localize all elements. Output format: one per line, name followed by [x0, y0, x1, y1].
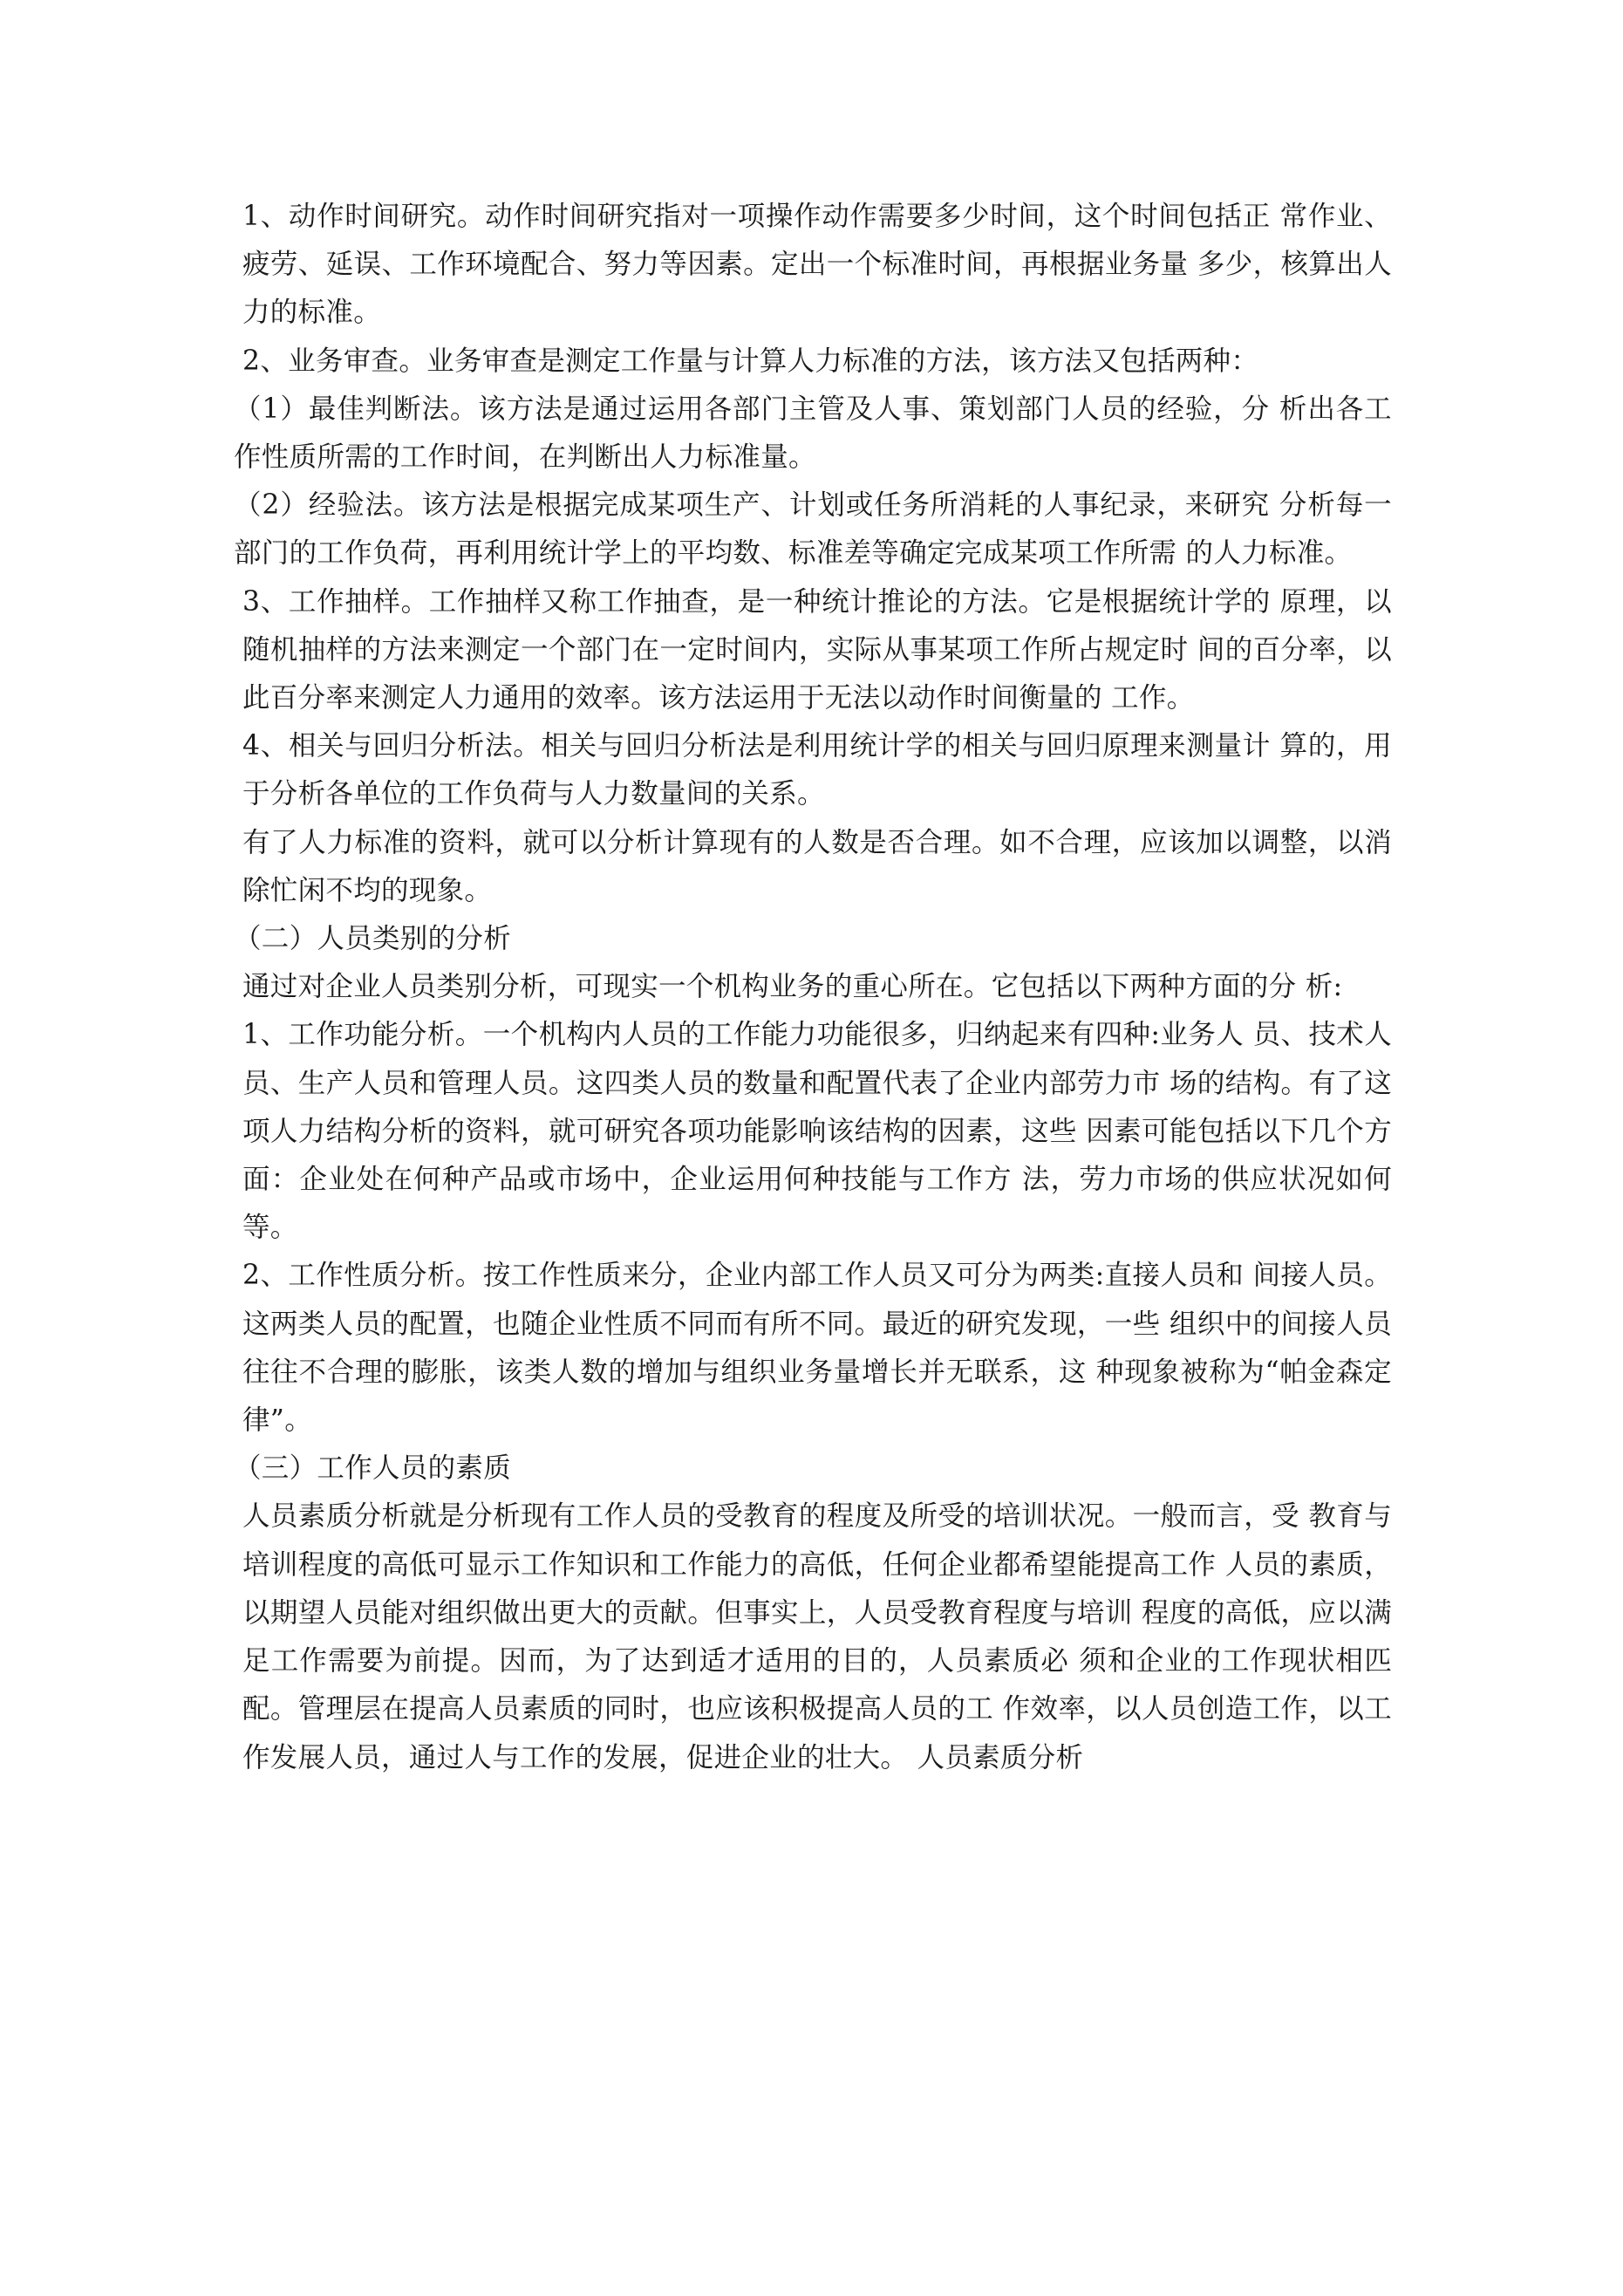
- paragraph-category-intro: 通过对企业人员类别分析，可现实一个机构业务的重心所在。它包括以下两种方面的分 析:: [242, 971, 1343, 1003]
- paragraph-business-review: 2、业务审查。业务审查是测定工作量与计算人力标准的方法，该方法又包括两种：: [242, 345, 1259, 377]
- paragraph-manpower-standard: 有了人力标准的资料，就可以分析计算现有的人数是否合理。如不合理，应该加以调整，以消除忙闲不均的现象。: [242, 826, 1392, 906]
- paragraph-action-time-study: 1、动作时间研究。动作时间研究指对一项操作动作需要多少时间，这个时间包括正 常作业、疲劳、延误、工作环境配合、努力等因素。定出一个标准时间，再根据业务量 多少，核算出人力的标准。: [242, 201, 1392, 329]
- paragraph-best-judgment: （1）最佳判断法。该方法是通过运用各部门主管及人事、策划部门人员的经验，分 析出各工作性质所需的工作时间，在判断出人力标准量。: [234, 393, 1392, 474]
- paragraph-quality-analysis: 人员素质分析就是分析现有工作人员的受教育的程度及所受的培训状况。一般而言，受 教育与培训程度的高低可显示工作知识和工作能力的高低，任何企业都希望能提高工作 人员的素质，以期望人员能对组织做出更大的贡献。但事实上，人员受教育程度与培训 程度的高低，应以满足工作需要为前提。因而，为了达到适才适用的目的，人员素质必 须和企业的工作现状相匹配。管理层在提高人员素质的同时，也应该积极提高人员的工 作效率，以人员创造工作，以工作发展人员，通过人与工作的发展，促进企业的壮大。 人员素质分析: [242, 1500, 1392, 1773]
- section-heading-personnel-quality: （三）工作人员的素质: [234, 1452, 512, 1485]
- paragraph-function-analysis: 1、工作功能分析。一个机构内人员的工作能力功能很多，归纳起来有四种:业务人 员、技术人员、生产人员和管理人员。这四类人员的数量和配置代表了企业内部劳力市 场的结构。有了这项人力结构分析的资料，就可研究各项功能影响该结构的因素，这些 因素可能包括以下几个方面：企业处在何种产品或市场中，企业运用何种技能与工作方 法，劳力市场的供应状况如何等。: [242, 1019, 1392, 1244]
- paragraph-experience-method: （2）经验法。该方法是根据完成某项生产、计划或任务所消耗的人事纪录，来研究 分析每一部门的工作负荷，再利用统计学上的平均数、标准差等确定完成某项工作所需 的人力标准。: [234, 489, 1392, 570]
- section-heading-personnel-category: （二）人员类别的分析: [234, 923, 512, 955]
- paragraph-work-sampling: 3、工作抽样。工作抽样又称工作抽查，是一种统计推论的方法。它是根据统计学的 原理，以随机抽样的方法来测定一个部门在一定时间内，实际从事某项工作所占规定时 间的百分率，以此百分率来测定人力通用的效率。该方法运用于无法以动作时间衡量的 工作。: [242, 585, 1392, 714]
- document-body: [234, 193, 1392, 1782]
- paragraph-nature-analysis: 2、工作性质分析。按工作性质来分，企业内部工作人员又可分为两类:直接人员和 间接人员。这两类人员的配置，也随企业性质不同而有所不同。最近的研究发现，一些 组织中的间接人员往往不合理的膨胀，该类人数的增加与组织业务量增长并无联系，这 种现象被称为“帕金森定律”。: [242, 1260, 1392, 1437]
- paragraph-regression-analysis: 4、相关与回归分析法。相关与回归分析法是利用统计学的相关与回归原理来测量计 算的，用于分析各单位的工作负荷与人力数量间的关系。: [242, 730, 1392, 810]
